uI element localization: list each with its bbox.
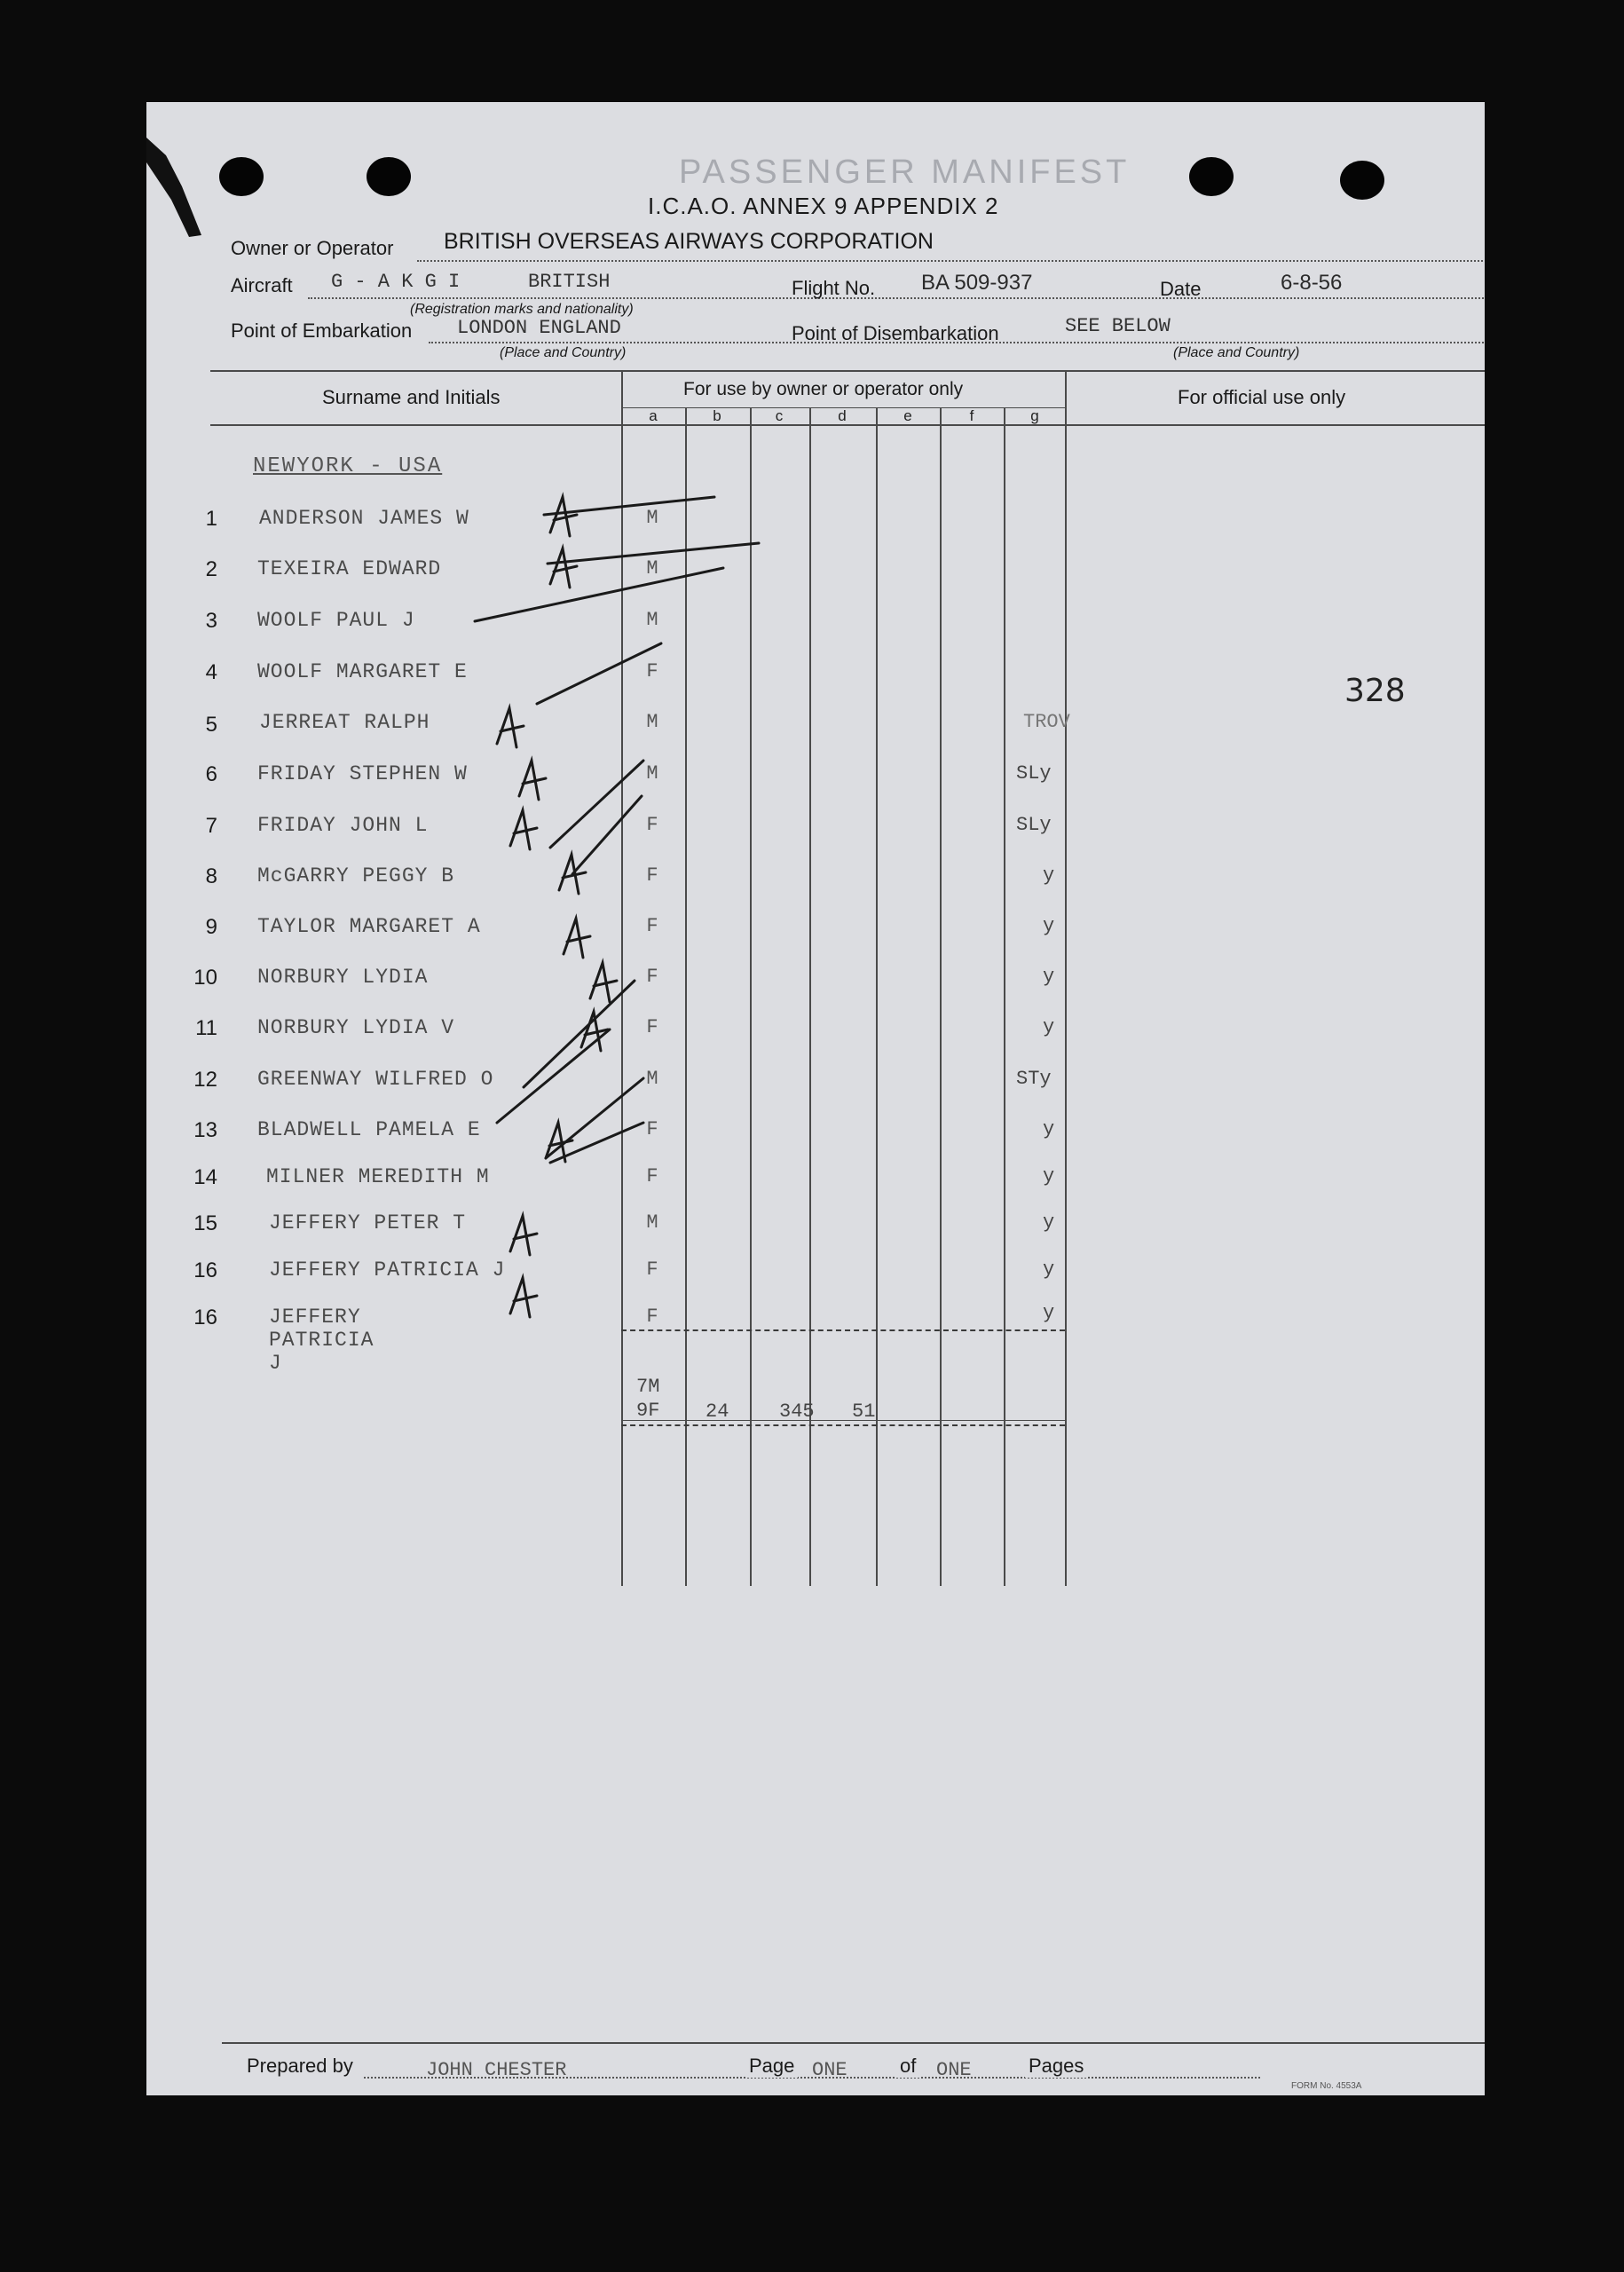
page-label: Page [745,2055,798,2078]
owner-value: BRITISH OVERSEAS AIRWAYS CORPORATION [444,229,934,254]
handwritten-a-mark [559,855,586,894]
row-number: 13 [193,1118,217,1142]
row-number: 2 [205,557,217,581]
passenger-name: FRIDAY JOHN L [257,814,429,837]
col-g: g [1030,407,1039,424]
passenger-name: JEFFERY PATRICIA J [269,1306,374,1375]
passenger-code: y [1043,1302,1055,1324]
row-number: 9 [205,915,217,939]
passenger-code: y [1043,1165,1055,1187]
total-male: 7M [636,1376,660,1398]
passenger-name: NORBURY LYDIA [257,966,429,989]
row-number: 15 [193,1211,217,1235]
row-number: 16 [193,1258,217,1282]
aircraft-label: Aircraft [231,274,293,296]
passenger-name: JEFFERY PATRICIA J [269,1258,506,1282]
passenger-name: JERREAT RALPH [259,711,430,734]
page-value: ONE [812,2059,847,2081]
passenger-code: TROV [1023,711,1070,733]
flight-label: Flight No. [792,277,876,299]
passenger-sex: F [646,864,658,887]
col-d: d [838,407,847,424]
passenger-name: McGARRY PEGGY B [257,864,455,888]
passenger-name: WOOLF MARGARET E [257,660,468,683]
row-number: 5 [205,713,217,737]
handwritten-a-mark [550,548,577,588]
passenger-sex: M [646,1211,658,1234]
total-female: 9F [636,1400,660,1422]
handwritten-a-mark [510,1216,537,1255]
flight-value: BA 509-937 [921,271,1033,295]
row-number: 16 [193,1306,217,1329]
row-number: 14 [193,1165,217,1189]
total-b: 24 [706,1400,729,1423]
of-value: ONE [936,2059,972,2081]
disembarkation-value: SEE BELOW [1065,315,1171,337]
row-number: 6 [205,762,217,786]
handwritten-a-mark [519,761,546,800]
date-label: Date [1160,278,1202,300]
col-header-surname: Surname and Initials [322,386,501,408]
registration-note: (Registration marks and nationality) [410,302,634,317]
handwritten-a-mark [550,497,577,536]
place-note-left: (Place and Country) [500,345,627,360]
form-title: PASSENGER MANIFEST [679,154,1131,191]
passenger-sex: M [646,1068,658,1090]
pages-label: Pages [1025,2055,1087,2078]
passenger-name: GREENWAY WILFRED O [257,1068,494,1091]
passenger-sex: F [646,966,658,988]
aircraft-registration: G - A K G I [331,271,461,293]
handwritten-marks [146,102,1485,1433]
embarkation-label: Point of Embarkation [231,320,413,342]
passenger-sex: F [646,1165,658,1187]
row-number: 11 [195,1016,217,1040]
row-number: 1 [205,507,217,531]
passenger-sex: M [646,507,658,529]
row-number: 10 [193,966,217,990]
passenger-name: JEFFERY PETER T [269,1211,467,1235]
embarkation-value: LONDON ENGLAND [457,317,621,339]
col-header-operator: For use by owner or operator only [683,379,964,399]
passenger-code: y [1043,1211,1055,1234]
aircraft-nationality: BRITISH [528,271,611,293]
passenger-sex: F [646,660,658,682]
date-value: 6-8-56 [1281,271,1343,295]
handwritten-a-mark [590,963,617,1002]
row-number: 12 [193,1068,217,1092]
row-number: 8 [205,864,217,888]
col-e: e [903,407,912,424]
passenger-code: y [1043,1258,1055,1281]
passenger-name: TEXEIRA EDWARD [257,557,442,580]
total-d: 51 [852,1400,876,1423]
passenger-sex: M [646,762,658,785]
passenger-name: TAYLOR MARGARET A [257,915,481,938]
prepared-label: Prepared by [247,2055,353,2077]
row-number: 3 [205,609,217,633]
total-c: 345 [779,1400,815,1423]
passenger-sex: F [646,915,658,937]
prepared-value: JOHN CHESTER [426,2059,567,2081]
passenger-name: WOOLF PAUL J [257,609,415,632]
handwritten-a-mark [497,708,524,747]
handwritten-a-mark [510,810,537,849]
passenger-sex: F [646,1258,658,1281]
passenger-name: FRIDAY STEPHEN W [257,762,468,785]
col-f: f [969,407,974,424]
passenger-code: y [1043,915,1055,937]
official-number: 328 [1344,673,1406,709]
handwritten-a-mark [581,1012,608,1051]
passenger-sex: F [646,1306,658,1328]
row-number: 4 [205,660,217,684]
passenger-code: y [1043,1016,1055,1038]
passenger-code: y [1043,966,1055,988]
passenger-code: y [1043,1118,1055,1140]
passenger-code: SLy [1016,762,1052,785]
form-number: FORM No. 4553A [1291,2081,1362,2091]
disembarkation-label: Point of Disembarkation [792,322,999,344]
passenger-name: MILNER MEREDITH M [266,1165,490,1188]
destination-heading: NEWYORK - USA [253,454,443,478]
handwritten-a-mark [564,919,590,958]
handwritten-a-mark [510,1278,537,1317]
row-number: 7 [205,814,217,838]
of-label: of [896,2055,919,2078]
col-a: a [649,407,658,424]
col-header-official: For official use only [1178,386,1346,408]
passenger-sex: F [646,814,658,836]
passenger-name: NORBURY LYDIA V [257,1016,455,1039]
col-c: c [775,407,784,424]
passenger-code: SLy [1016,814,1052,836]
passenger-code: y [1043,864,1055,887]
passenger-sex: M [646,557,658,580]
owner-label: Owner or Operator [231,237,394,259]
col-b: b [713,407,721,424]
passenger-sex: F [646,1118,658,1140]
passenger-name: ANDERSON JAMES W [259,507,469,530]
passenger-sex: M [646,711,658,733]
passenger-sex: M [646,609,658,631]
passenger-name: BLADWELL PAMELA E [257,1118,481,1141]
manifest-sheet [146,102,1485,2095]
form-subtitle: I.C.A.O. ANNEX 9 APPENDIX 2 [648,193,999,219]
place-note-right: (Place and Country) [1173,345,1300,360]
passenger-sex: F [646,1016,658,1038]
passenger-code: STy [1016,1068,1052,1090]
